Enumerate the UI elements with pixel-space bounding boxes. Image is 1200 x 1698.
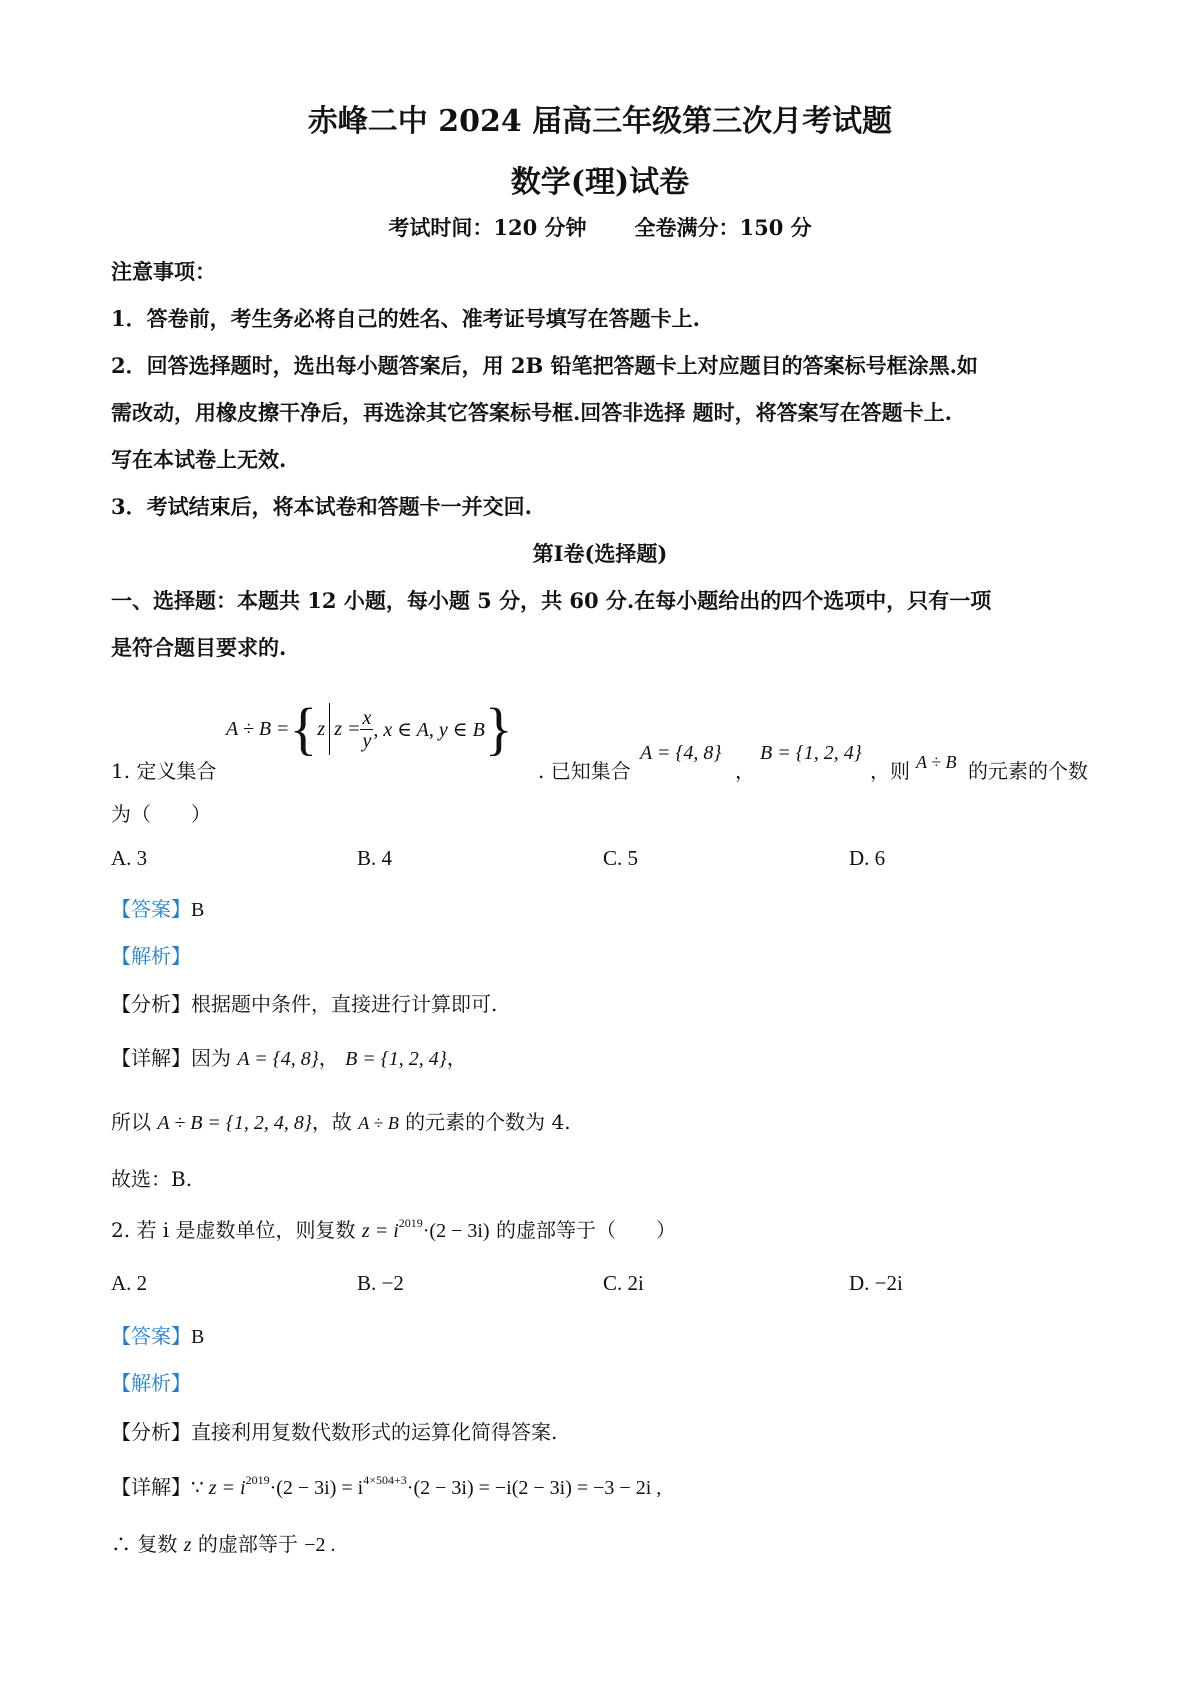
section-desc-line-2: 是符合题目要求的.: [111, 635, 287, 660]
q2-option-c: C. 2i: [603, 1271, 644, 1295]
q2-tail: 的虚部等于（ ）: [495, 1218, 676, 1242]
q1-expr: A ÷ B: [916, 752, 957, 772]
q2-z-eq: z = i: [361, 1220, 399, 1242]
q1-analysis-tag: 【解析】: [111, 944, 191, 968]
q2-conclusion-z: z: [183, 1534, 192, 1556]
q1-option-d: D. 6: [849, 846, 886, 870]
q1-answer: [111, 893, 204, 922]
q1-then: ，则: [870, 759, 910, 783]
notice-item-2-line-1: 2．回答选择题时，选出每小题答案后，用 2B 铅笔把答题卡上对应题目的答案标号框涂黑.如: [111, 353, 978, 378]
q1-answer-value: B: [191, 899, 205, 921]
q1-def-cond: , x ∈ A, y ∈ B: [373, 718, 485, 741]
notice-item-2-line-3: 写在本试卷上无效.: [111, 447, 287, 472]
q2-option-d: D. −2i: [849, 1271, 903, 1295]
q2-detail-z: z = i: [208, 1477, 246, 1499]
q1-detail-set-a: A = {4, 8}: [237, 1048, 319, 1070]
page-subtitle: 数学(理)试卷: [510, 165, 690, 200]
q1-fenxi: [111, 988, 497, 1017]
q1-set-a: A = {4, 8}: [640, 742, 722, 764]
q1-comma: ，: [735, 759, 755, 783]
q2-answer: [111, 1320, 204, 1349]
q1-detail-tag: 【详解】: [111, 1046, 191, 1070]
q2-answer-tag: 【答案】: [111, 1324, 191, 1348]
q2-fenxi-text: 直接利用复数代数形式的运算化简得答案.: [191, 1420, 558, 1444]
notice-item-3: 3．考试结束后，将本试卷和答题卡一并交回.: [111, 494, 532, 519]
notice-item-2-line-2: 需改动，用橡皮擦干净后，再选涂其它答案标号框.回答非选择 题时，将答案写在答题卡上.: [111, 400, 952, 425]
q1-detail-text: 因为: [191, 1046, 231, 1070]
q2-conclusion-tail: 的虚部等于: [197, 1532, 298, 1556]
q2-detail-exp-1: 2019: [245, 1473, 270, 1487]
exam-meta: [0, 212, 1200, 242]
q1-option-a: A. 3: [111, 846, 148, 870]
q1-detail-end: ，: [446, 1046, 467, 1070]
q1-set-b: B = {1, 2, 4}: [760, 742, 862, 764]
q1-detail-set-b: B = {1, 2, 4}: [345, 1048, 447, 1070]
q1-detail: [111, 1042, 467, 1071]
q2-because: ∵: [191, 1477, 209, 1499]
q1-so: [111, 1106, 571, 1135]
q1-fraction: [360, 707, 373, 752]
q2-conclusion-val: −2 .: [304, 1534, 336, 1556]
q1-line-2: 为（ ）: [111, 802, 211, 826]
q1-prefix: 1. 定义集合: [111, 759, 217, 783]
q1-definition: [226, 696, 513, 761]
q2-fenxi: [111, 1416, 557, 1445]
page-title: 赤峰二中 2024 届高三年级第三次月考试题: [307, 104, 893, 139]
q1-so-expr: A ÷ B = {1, 2, 4, 8}: [157, 1112, 312, 1134]
q2-answer-value: B: [191, 1326, 205, 1348]
q1-fenxi-tag: 【分析】: [111, 992, 191, 1016]
q1-fenxi-text: 根据题中条件，直接进行计算即可.: [191, 992, 498, 1016]
q1-so-label: 所以: [111, 1110, 151, 1134]
exam-full-score: 全卷满分：150 分: [634, 215, 812, 240]
notice-heading: 注意事项：: [111, 259, 216, 284]
q2-detail-exp-2: 4×504+3: [363, 1473, 407, 1487]
q2-conclusion: [111, 1528, 336, 1557]
q1-def-inner: z: [317, 717, 326, 740]
left-brace-icon: {: [289, 696, 318, 761]
q2-option-b: B. −2: [357, 1271, 404, 1295]
q1-answer-tag: 【答案】: [111, 897, 191, 921]
q1-tail: 的元素的个数: [968, 759, 1088, 783]
q1-so-expr2: A ÷ B: [358, 1113, 399, 1133]
section-title: 第Ⅰ卷(选择题): [532, 541, 668, 566]
q1-detail-sep: ，: [318, 1046, 339, 1070]
q1-so-mid: ，故: [311, 1110, 352, 1134]
q2-detail-tag: 【详解】: [111, 1475, 191, 1499]
q1-frac-num: x: [362, 706, 372, 729]
q2-detail: [111, 1471, 661, 1500]
exam-time: 考试时间：120 分钟: [388, 215, 587, 240]
q2-analysis-tag: 【解析】: [111, 1371, 191, 1395]
q2-conclusion-pre: ∴ 复数: [111, 1532, 178, 1556]
q2-exponent: 2019: [398, 1216, 423, 1230]
q1-so-tail: 的元素的个数为 4.: [405, 1110, 571, 1134]
q2-stem: [111, 1214, 676, 1243]
q1-option-b: B. 4: [357, 846, 393, 870]
notice-item-1: 1．答卷前，考生务必将自己的姓名、准考证号填写在答题卡上.: [111, 306, 700, 331]
q1-option-c: C. 5: [603, 846, 639, 870]
q1-def-z: z =: [334, 717, 361, 740]
right-brace-icon: }: [484, 696, 513, 761]
q1-mid: . 已知集合: [538, 759, 631, 783]
q2-detail-mid-1: ·(2 − 3i) = i: [269, 1477, 364, 1499]
q1-frac-den: y: [362, 729, 372, 752]
q1-choose: 故选：B.: [111, 1167, 193, 1191]
q1-def-bar: [329, 703, 330, 755]
q2-option-a: A. 2: [111, 1271, 148, 1295]
q2-detail-mid-2: ·(2 − 3i) = −i(2 − 3i) = −3 − 2i ,: [406, 1477, 662, 1499]
section-desc-line-1: 一、选择题：本题共 12 小题，每小题 5 分，共 60 分.在每小题给出的四个选项中，只有一项: [111, 588, 992, 613]
q2-fenxi-tag: 【分析】: [111, 1420, 191, 1444]
q2-rest: ·(2 − 3i): [422, 1220, 490, 1242]
q1-def-lhs: A ÷ B =: [226, 717, 290, 740]
q2-prefix: 2. 若 i 是虚数单位，则复数: [111, 1218, 356, 1242]
